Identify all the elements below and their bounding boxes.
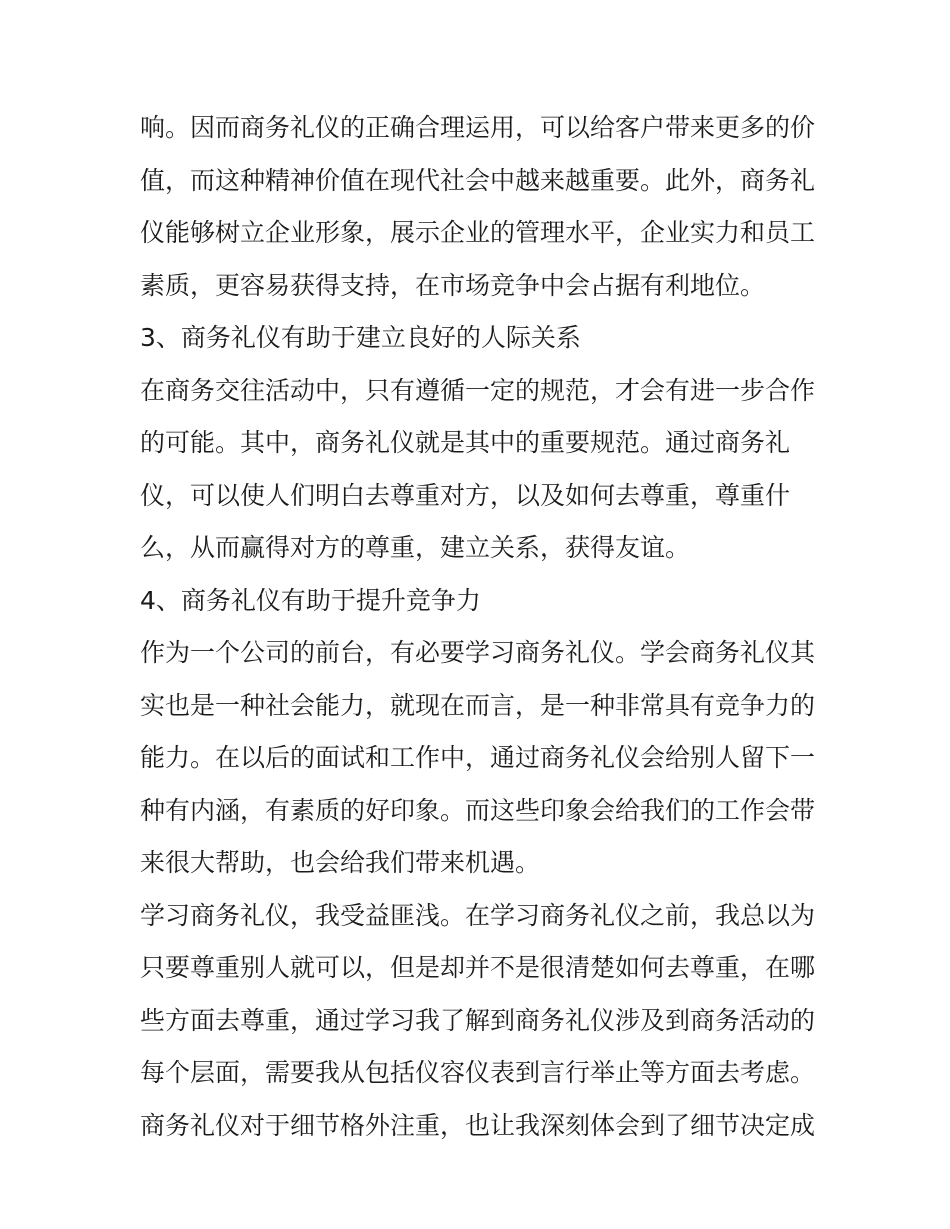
text-line: 实也是一种社会能力，就现在而言，是一种非常具有竞争力的 [140, 690, 816, 720]
text-line: 作为一个公司的前台，有必要学习商务礼仪。学会商务礼仪其 [140, 638, 816, 667]
text-line: 种有内涵，有素质的好印象。而这些印象会给我们的工作会带 [140, 795, 816, 825]
text-line: 响。因而商务礼仪的正确合理运用，可以给客户带来更多的价 [140, 113, 816, 142]
text-line: 商务礼仪对于细节格外注重，也让我深刻体会到了细节决定成 [140, 1110, 816, 1140]
section-heading-3: 3、商务礼仪有助于建立良好的人际关系 [140, 323, 581, 352]
section-heading-4: 4、商务礼仪有助于提升竞争力 [140, 585, 481, 615]
text-line: 在商务交往活动中，只有遵循一定的规范，才会有进一步合作 [140, 375, 816, 405]
text-line: 仪，可以使人们明白去尊重对方，以及如何去尊重，尊重什 [140, 480, 791, 510]
document-body [140, 108, 820, 1158]
text-line: 只要尊重别人就可以，但是却并不是很清楚如何去尊重，在哪 [140, 953, 816, 982]
text-line: 仪能够树立企业形象，展示企业的管理水平，企业实力和员工 [140, 218, 816, 247]
text-line: 么，从而赢得对方的尊重，建立关系，获得友谊。 [140, 533, 691, 562]
text-line: 来很大帮助，也会给我们带来机遇。 [140, 848, 541, 877]
text-line: 每个层面，需要我从包括仪容仪表到言行举止等方面去考虑。 [140, 1058, 816, 1087]
text-line: 些方面去尊重，通过学习我了解到商务礼仪涉及到商务活动的 [140, 1005, 816, 1035]
text-line: 能力。在以后的面试和工作中，通过商务礼仪会给别人留下一 [140, 743, 816, 772]
text-line: 值，而这种精神价值在现代社会中越来越重要。此外，商务礼 [140, 165, 816, 195]
text-line: 学习商务礼仪，我受益匪浅。在学习商务礼仪之前，我总以为 [140, 900, 816, 930]
text-line: 的可能。其中，商务礼仪就是其中的重要规范。通过商务礼 [140, 428, 791, 457]
text-line: 素质，更容易获得支持，在市场竞争中会占据有利地位。 [140, 270, 766, 300]
